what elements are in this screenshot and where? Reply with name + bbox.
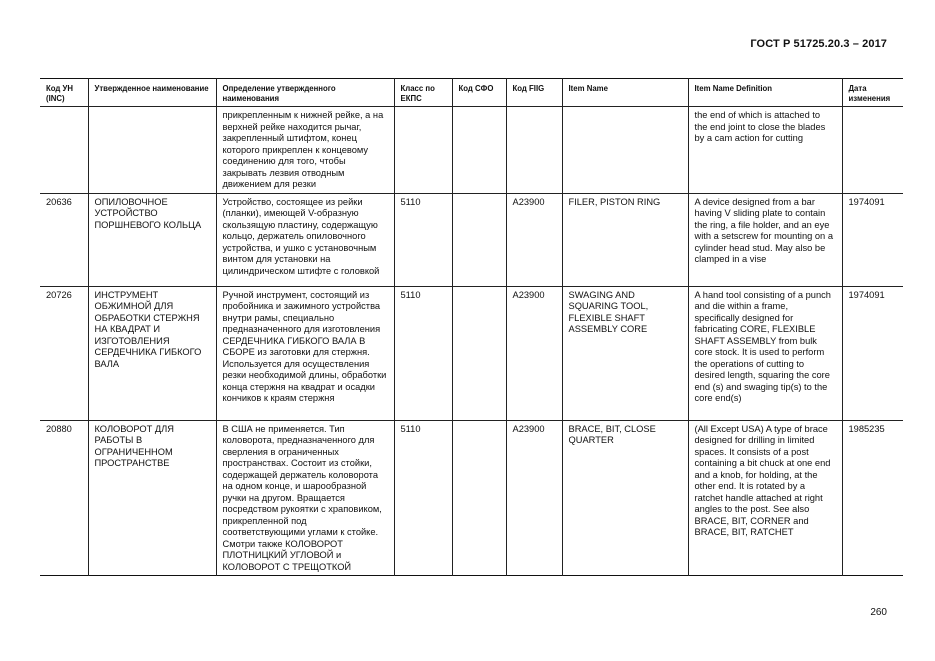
header-sfo-code: Код СФО — [452, 79, 506, 107]
header-approved-name: Утвержденное наименование — [88, 79, 216, 107]
cell-fiig: A23900 — [506, 420, 562, 576]
cell-date — [842, 107, 903, 194]
cell-item-name: BRACE, BIT, CLOSE QUARTER — [562, 420, 688, 576]
nomenclature-table — [40, 78, 903, 576]
cell-name-ru: ИНСТРУМЕНТ ОБЖИМНОЙ ДЛЯ ОБРАБОТКИ СТЕРЖНЯ НА КВАДРАТ И ИЗГОТОВЛЕНИЯ СЕРДЕЧНИКА ГИБКОГО ВАЛА — [88, 286, 216, 420]
cell-item-name: FILER, PISTON RING — [562, 193, 688, 286]
cell-fiig: A23900 — [506, 286, 562, 420]
cell-definition-en: (All Except USA) A type of brace designed for drilling in limited spaces. It consists of a post containing a bit chuck at one end and a knob, for holding, at the other end. It is rotated by a ratchet handle attached at right angles to the post. See also BRACE, BIT, CORNER and BRACE, BIT, RATCHET — [688, 420, 842, 576]
table-row — [40, 193, 903, 286]
cell-class: 5110 — [394, 193, 452, 286]
cell-item-name: SWAGING AND SQUARING TOOL, FLEXIBLE SHAFT ASSEMBLY CORE — [562, 286, 688, 420]
cell-sfo — [452, 107, 506, 194]
cell-definition-ru: Ручной инструмент, состоящий из пробойника и зажимного устройства внутри рамы, специально предназначенного для изготовления СЕРДЕЧНИКА ГИБКОГО ВАЛА В СБОРЕ из заготовки для стержня. Используется для осуществления резки необходимой длины, обработки конца стержня на квадрат и осадки кончиков к краям стержня — [216, 286, 394, 420]
header-ekps-class: Класс по ЕКПС — [394, 79, 452, 107]
table-header-row — [40, 79, 903, 107]
cell-sfo — [452, 286, 506, 420]
cell-date: 1985235 — [842, 420, 903, 576]
cell-definition-ru: прикрепленным к нижней рейке, а на верхней рейке находится рычаг, закрепленный штифтом, конец которого прикреплен к концевому соединению для того, чтобы закрывать лезвия отводным движением для резки — [216, 107, 394, 194]
cell-sfo — [452, 193, 506, 286]
cell-definition-en: the end of which is attached to the end joint to close the blades by a cam action for cutting — [688, 107, 842, 194]
cell-class: 5110 — [394, 286, 452, 420]
header-fiig-code: Код FIIG — [506, 79, 562, 107]
header-item-name: Item Name — [562, 79, 688, 107]
header-inc: Код УН (INC) — [40, 79, 88, 107]
cell-class: 5110 — [394, 420, 452, 576]
cell-fiig: A23900 — [506, 193, 562, 286]
cell-inc — [40, 107, 88, 194]
header-change-date: Дата изменения — [842, 79, 903, 107]
cell-definition-ru: В США не применяется. Тип коловорота, предназначенного для сверления в ограниченных пространствах. Состоит из стойки, содержащей держатель коловорота на одном конце, и шарообразной ручки на другом. Вращается посредством рукоятки с храповиком, прикрепленной под соответствующими углами к стойке. Смотри также КОЛОВОРОТ ПЛОТНИЦКИЙ УГЛОВОЙ и КОЛОВОРОТ С ТРЕЩОТКОЙ — [216, 420, 394, 576]
page-number: 260 — [870, 607, 887, 618]
cell-definition-en: A hand tool consisting of a punch and die within a frame, specifically designed for fabricating CORE, FLEXIBLE SHAFT ASSEMBLY from bulk core stock. It is used to perform the operations of cutting to desired length, squaring the core end (s) and swaging tip(s) to the core end(s) — [688, 286, 842, 420]
cell-name-ru: ОПИЛОВОЧНОЕ УСТРОЙСТВО ПОРШНЕВОГО КОЛЬЦА — [88, 193, 216, 286]
cell-item-name — [562, 107, 688, 194]
cell-inc: 20726 — [40, 286, 88, 420]
cell-class — [394, 107, 452, 194]
table-row — [40, 286, 903, 420]
document-standard-number: ГОСТ Р 51725.20.3 – 2017 — [750, 38, 887, 50]
cell-date: 1974091 — [842, 193, 903, 286]
cell-inc: 20636 — [40, 193, 88, 286]
cell-fiig — [506, 107, 562, 194]
header-approved-name-definition: Определение утвержденного наименования — [216, 79, 394, 107]
cell-definition-ru: Устройство, состоящее из рейки (планки), имеющей V-образную скользящую пластину, содержащую кольцо, держатель опиловочного устройства, и ушко с установочным винтом для установки на цилиндрическом штифте с головкой — [216, 193, 394, 286]
header-item-name-definition: Item Name Definition — [688, 79, 842, 107]
cell-inc: 20880 — [40, 420, 88, 576]
cell-definition-en: A device designed from a bar having V sliding plate to contain the ring, a file holder, and an eye with a setscrew for mounting on a cylinder head stud. May also be clamped in a vise — [688, 193, 842, 286]
cell-name-ru: КОЛОВОРОТ ДЛЯ РАБОТЫ В ОГРАНИЧЕННОМ ПРОСТРАНСТВЕ — [88, 420, 216, 576]
cell-date: 1974091 — [842, 286, 903, 420]
cell-name-ru — [88, 107, 216, 194]
cell-sfo — [452, 420, 506, 576]
table-row — [40, 107, 903, 194]
table-row — [40, 420, 903, 576]
